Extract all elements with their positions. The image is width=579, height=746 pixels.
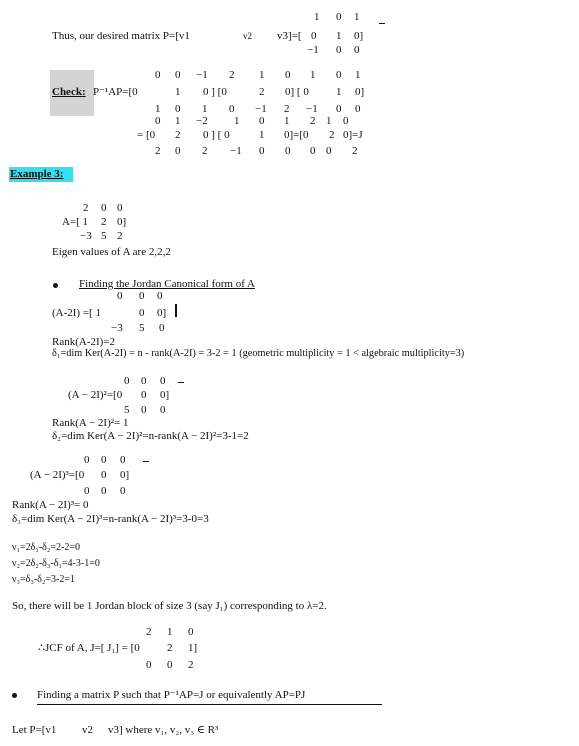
conclusion: So, there will be 1 Jordan block of size 3 (say J₁) corresponding to λ=2. <box>12 600 327 612</box>
check-r2-5: 0] <box>355 86 365 98</box>
thus-dash <box>379 23 385 24</box>
check-r3-0: 1 <box>155 103 161 115</box>
m3-label: (A − 2I)³=[0 <box>30 469 85 481</box>
check-r6-1: 0 <box>175 145 181 157</box>
check-r5-0: = [0 <box>137 129 156 141</box>
m2-r2c2: 0 <box>141 389 147 401</box>
delta2: δ₂=dim Ker(A − 2I)²=n-rank(A − 2I)²=3-1=2 <box>52 430 249 442</box>
findp-heading: Finding a matrix P such that P⁻¹AP=J or equivalently AP=PJ <box>37 689 306 701</box>
p-matrix-r1c2: 0 <box>336 11 342 23</box>
jcf-r3c3: 2 <box>188 659 194 671</box>
check-r1-3: 2 <box>229 69 235 81</box>
check-label: Check: <box>52 86 86 98</box>
a-r1c1: 2 <box>83 202 89 214</box>
m1-r3c2: 5 <box>139 322 145 334</box>
m2-r3c1: 5 <box>124 404 130 416</box>
p-matrix-r1c3: 1 <box>354 11 360 23</box>
check-r5-4: 0]=[0 <box>284 129 309 141</box>
check-r3-4: −1 <box>255 103 267 115</box>
check-r2-0: 1 <box>175 86 181 98</box>
jcf-r1c1: 2 <box>146 626 152 638</box>
p-matrix-r3c2: 0 <box>336 44 342 56</box>
findp-underline <box>37 704 382 705</box>
a-r2c3: 0] <box>117 216 127 228</box>
check-r5-2: 0 ] [ 0 <box>203 129 230 141</box>
check-r3-2: 1 <box>202 103 208 115</box>
m3-r3c1: 0 <box>84 485 90 497</box>
a-r3c2: 5 <box>101 230 107 242</box>
p-matrix-r2c2: 1 <box>336 30 342 42</box>
check-r5-1: 2 <box>175 129 181 141</box>
check-r5-3: 1 <box>259 129 265 141</box>
m2-r1c1: 0 <box>124 375 130 387</box>
m2-r1c3: 0 <box>160 375 166 387</box>
m3-r1c2: 0 <box>101 454 107 466</box>
delta1: δ₁=dim Ker(A-2I) = n - rank(A-2I) = 3-2 = 1 (geometric multiplicity = 1 < algebraic multiplicity=3) <box>52 348 465 359</box>
check-r4-0: 0 <box>155 115 161 127</box>
jcf-r1c3: 0 <box>188 626 194 638</box>
jcf-r3c1: 0 <box>146 659 152 671</box>
check-r6-0: 2 <box>155 145 161 157</box>
m1-r2c2: 0 <box>139 307 145 319</box>
p-matrix-r2c1: 0 <box>311 30 317 42</box>
jcf-r2c2: 2 <box>167 642 173 654</box>
check-r3-1: 0 <box>175 103 181 115</box>
m1-r1c2: 0 <box>139 290 145 302</box>
check-r6-8: 2 <box>352 145 358 157</box>
jcf-r1c2: 1 <box>167 626 173 638</box>
check-r3-3: 0 <box>229 103 235 115</box>
a-r3c3: 2 <box>117 230 123 242</box>
text-cursor <box>175 304 177 317</box>
check-r3-7: 0 <box>336 103 342 115</box>
check-r1-7: 0 <box>336 69 342 81</box>
check-r4-8: 0 <box>343 115 349 127</box>
m1-r1c3: 0 <box>157 290 163 302</box>
check-r5-5: 2 <box>329 129 335 141</box>
check-r6-5: 0 <box>285 145 291 157</box>
nu3: ν₃=δ₃-δ₂=3-2=1 <box>12 574 75 585</box>
m3-r3c2: 0 <box>101 485 107 497</box>
check-r2-2: 2 <box>259 86 265 98</box>
check-r2-4: 1 <box>336 86 342 98</box>
check-r5-6: 0]=J <box>343 129 363 141</box>
check-r6-6: 0 <box>310 145 316 157</box>
p-matrix-r2c3: 0] <box>354 30 364 42</box>
p-matrix-r1c1: 1 <box>314 11 320 23</box>
m1-r3c1: −3 <box>111 322 123 334</box>
check-r6-4: 0 <box>259 145 265 157</box>
check-r3-8: 0 <box>355 103 361 115</box>
check-r2-1: 0 ] [0 <box>203 86 227 98</box>
jcf-r3c2: 0 <box>167 659 173 671</box>
m3-r1c3: 0 <box>120 454 126 466</box>
rank1: Rank(A-2I)=2 <box>52 336 116 348</box>
p-matrix-r3c1: −1 <box>307 44 319 56</box>
jcf-label: ∴JCF of A, J=[ J₁] = [0 <box>38 642 140 654</box>
check-r1-4: 1 <box>259 69 265 81</box>
check-r6-2: 2 <box>202 145 208 157</box>
a-r1c3: 0 <box>117 202 123 214</box>
m2-r3c2: 0 <box>141 404 147 416</box>
m1-r2c3: 0] <box>157 307 167 319</box>
bullet-jordan <box>53 283 58 288</box>
check-r4-6: 2 <box>310 115 316 127</box>
m2-dash <box>178 382 184 383</box>
check-r4-2: −2 <box>196 115 208 127</box>
thus-v2: v2 <box>243 31 252 41</box>
check-r4-3: 1 <box>234 115 240 127</box>
check-r3-5: 2 <box>284 103 290 115</box>
rank3: Rank(A − 2I)³= 0 <box>12 499 89 511</box>
eigen-values: Eigen values of A are 2,2,2 <box>52 246 171 258</box>
m1-label: (A-2I) =[ 1 <box>52 307 101 319</box>
m2-r1c2: 0 <box>141 375 147 387</box>
bullet-find-p <box>12 693 17 698</box>
letp-v3: v3] where v₁, v₂, v₃ ∈ R³ <box>108 724 219 736</box>
m3-r3c3: 0 <box>120 485 126 497</box>
example-title: Example 3: <box>10 168 64 180</box>
check-r4-1: 1 <box>175 115 181 127</box>
check-r3-6: −1 <box>306 103 318 115</box>
m3-dash <box>143 461 149 462</box>
m3-r2c2: 0 <box>101 469 107 481</box>
check-r1-5: 0 <box>285 69 291 81</box>
check-r1-6: 1 <box>310 69 316 81</box>
rank2: Rank(A − 2I)²= 1 <box>52 417 129 429</box>
check-r1-1: 0 <box>175 69 181 81</box>
check-r2-3: 0] [ 0 <box>285 86 309 98</box>
check-r4-5: 1 <box>284 115 290 127</box>
a-r2c2: 2 <box>101 216 107 228</box>
m2-r3c3: 0 <box>160 404 166 416</box>
m2-label: (A − 2I)²=[0 <box>68 389 123 401</box>
p-matrix-r3c3: 0 <box>354 44 360 56</box>
letp-text: Let P=[v1 <box>12 724 57 736</box>
m3-r2c3: 0] <box>120 469 130 481</box>
check-r1-8: 1 <box>355 69 361 81</box>
nu1: ν₁=2δ₁-δ₂=2-2=0 <box>12 542 80 553</box>
m1-r3c3: 0 <box>159 322 165 334</box>
check-r6-7: 0 <box>326 145 332 157</box>
nu2: ν₂=2δ₂-δ₃-δ₁=4-3-1=0 <box>12 558 100 569</box>
check-expr: P⁻¹AP=[0 <box>93 86 138 98</box>
check-r1-0: 0 <box>155 69 161 81</box>
thus-text: Thus, our desired matrix P=[v1 <box>52 30 190 42</box>
m3-r1c1: 0 <box>84 454 90 466</box>
thus-v3-open: v3]=[ <box>277 30 302 42</box>
jcf-r2c3: 1] <box>188 642 198 654</box>
a-label: A=[ 1 <box>62 216 89 228</box>
check-r6-3: −1 <box>230 145 242 157</box>
check-r1-2: −1 <box>196 69 208 81</box>
check-r4-4: 0 <box>259 115 265 127</box>
m2-r2c3: 0] <box>160 389 170 401</box>
m1-r1c1: 0 <box>117 290 123 302</box>
a-r1c2: 0 <box>101 202 107 214</box>
delta3: δ₃=dim Ker(A − 2I)³=n-rank(A − 2I)³=3-0=3 <box>12 513 209 525</box>
letp-v2: v2 <box>82 724 93 736</box>
a-r3c1: −3 <box>80 230 92 242</box>
jordan-heading: Finding the Jordan Canonical form of A <box>79 278 255 290</box>
check-r4-7: 1 <box>326 115 332 127</box>
